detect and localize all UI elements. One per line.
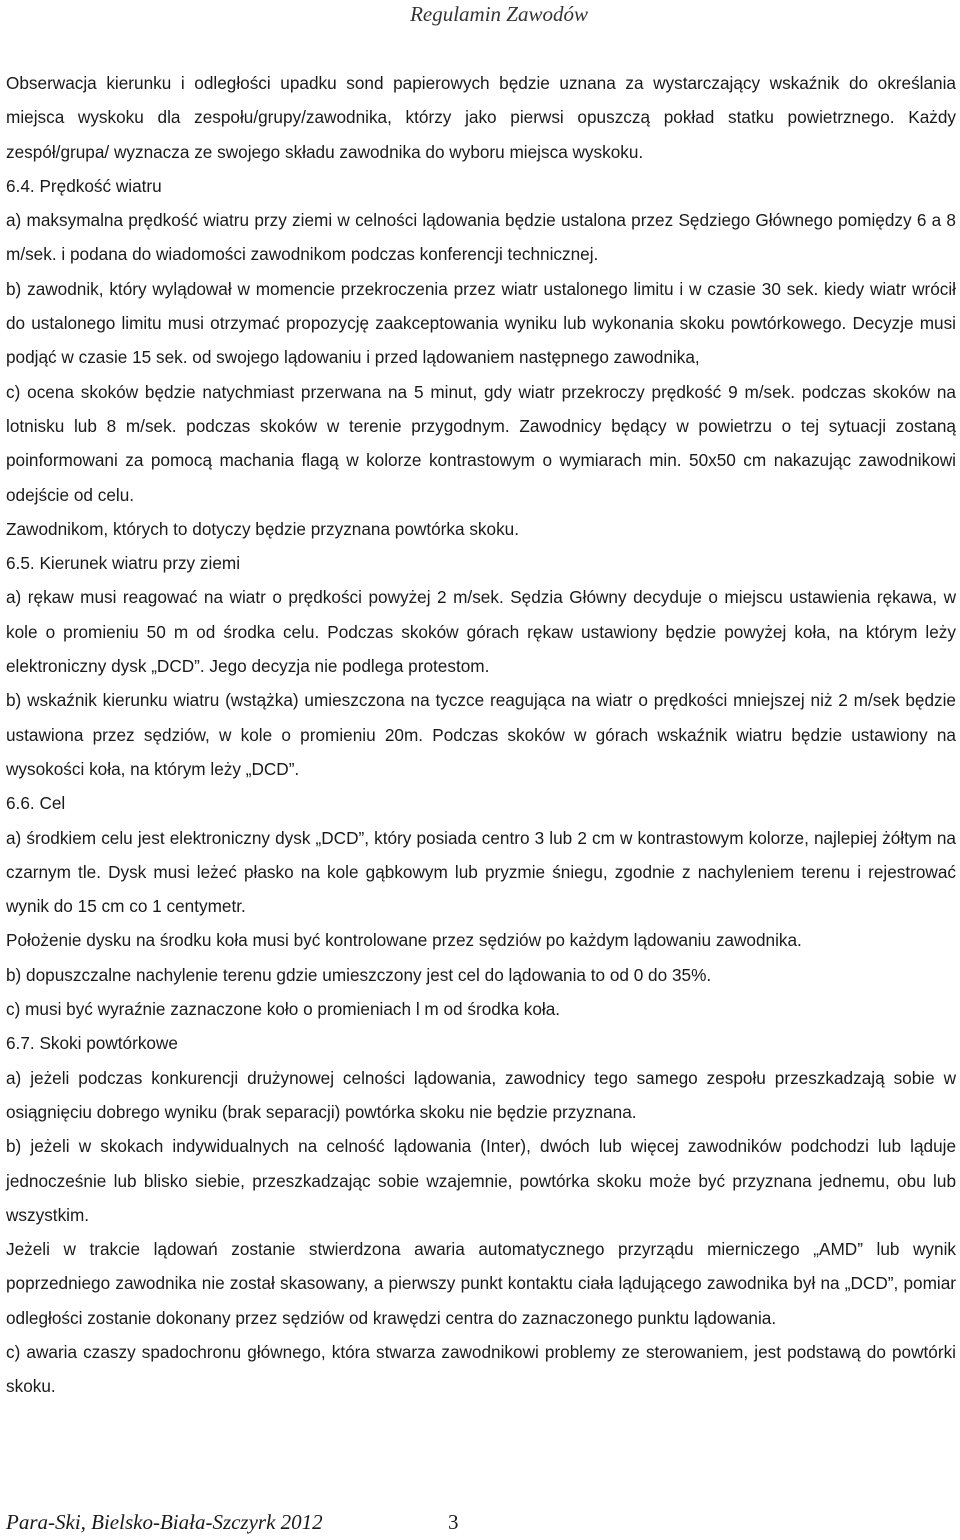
page-header — [0, 0, 960, 30]
section-heading-6-6: 6.6. Cel — [6, 793, 66, 814]
paragraph-6-4-c: c) ocena skoków będzie natychmiast przerwana na 5 minut, gdy wiatr przekroczy prędkość 9 m/sek. podczas skoków na lotnisku lub 8 m/sek. podczas skoków w terenie przygodnym. Zawodnicy będący w powietrzu o tej sytuacji zostaną poinformowani za pomocą machania flagą w kolorze kontrastowym o wymiarach min. 50x50 cm nakazując zawodnikowi odejście od celu. — [6, 381, 956, 505]
paragraph-6-4-b: b) zawodnik, który wylądował w momencie przekroczenia przez wiatr ustalonego limitu i w czasie 30 sek. kiedy wiatr wrócił do ustalonego limitu musi otrzymać propozycję zaakceptowania wyniku lub wykonania skoku powtórkowego. Decyzje musi podjąć w czasie 15 sek. od swojego lądowaniu i przed lądowaniem następnego zawodnika, — [6, 278, 956, 368]
paragraph-6-5-a: a) rękaw musi reagować na wiatr o prędkości powyżej 2 m/sek. Sędzia Główny decyduje o miejscu ustawienia rękawa, w kole o promieniu 50 m od środka celu. Podczas skoków górach rękaw ustawiony będzie powyżej koła, na którym leży elektroniczny dysk „DCD”. Jego decyzja nie podlega protestom. — [6, 587, 956, 677]
footer-event-name: Para-Ski, Bielsko-Biała-Szczyrk 2012 — [6, 1510, 323, 1534]
paragraph-6-7-amd: Jeżeli w trakcie lądowań zostanie stwierdzona awaria automatycznego przyrządu mierniczego „AMD” lub wynik poprzedniego zawodnika nie został skasowany, a pierwszy punkt kontaktu ciała lądującego zawodnika był na „DCD”, pomiar odległości zostanie dokonany przez sędziów od krawędzi centra do zaznaczonego punktu lądowania. — [6, 1239, 956, 1328]
paragraph-6-6-note: Położenie dysku na środku koła musi być kontrolowane przez sędziów po każdym lądowaniu zawodnika. — [6, 930, 802, 951]
paragraph-6-6-c: c) musi być wyraźnie zaznaczone koło o promieniach l m od środka koła. — [6, 999, 561, 1020]
page-number: 3 — [448, 1510, 459, 1534]
paragraph-intro: Obserwacja kierunku i odległości upadku sond papierowych będzie uznana za wystarczający wskaźnik do określania miejsca wyskoku dla zespołu/grupy/zawodnika, którzy jako pierwsi opuszczą pokład statku powietrznego. Każdy zespół/grupa/ wyznacza ze swojego składu zawodnika do wyboru miejsca wyskoku. — [6, 73, 956, 162]
section-heading-6-5: 6.5. Kierunek wiatru przy ziemi — [6, 553, 241, 574]
paragraph-6-7-c: c) awaria czaszy spadochronu głównego, która stwarza zawodnikowi problemy ze sterowaniem, jest podstawą do powtórki skoku. — [6, 1341, 956, 1397]
paragraph-6-5-b: b) wskaźnik kierunku wiatru (wstążka) umieszczona na tyczce reagująca na wiatr o prędkości mniejszej niż 2 m/sek będzie ustawiona przez sędziów, w kole o promieniu 20m. Podczas skoków w górach wskaźnik wiatru będzie ustawiony na wysokości koła, na którym leży „DCD”. — [6, 690, 956, 779]
document-body — [6, 66, 956, 1404]
section-heading-6-4: 6.4. Prędkość wiatru — [6, 175, 162, 196]
paragraph-6-4-note: Zawodnikom, których to dotyczy będzie przyznana powtórka skoku. — [6, 518, 519, 539]
document-title: Regulamin Zawodów — [410, 2, 588, 26]
page-footer — [6, 1510, 459, 1535]
paragraph-6-6-b: b) dopuszczalne nachylenie terenu gdzie umieszczony jest cel do lądowania to od 0 do 35%. — [6, 964, 712, 985]
paragraph-6-7-b: b) jeżeli w skokach indywidualnych na celność lądowania (Inter), dwóch lub więcej zawodników podchodzi lub ląduje jednocześnie lub blisko siebie, przeszkadzając sobie wzajemnie, powtórka skoku może być przyznana jednemu, obu lub wszystkim. — [6, 1136, 956, 1225]
section-heading-6-7: 6.7. Skoki powtórkowe — [6, 1033, 178, 1054]
paragraph-6-6-a: a) środkiem celu jest elektroniczny dysk „DCD”, który posiada centro 3 lub 2 cm w kontrastowym kolorze, najlepiej żółtym na czarnym tle. Dysk musi leżeć płasko na kole gąbkowym lub pryzmie śniegu, zgodnie z nachyleniem terenu i rejestrować wynik do 15 cm co 1 centymetr. — [6, 827, 956, 917]
paragraph-6-4-a: a) maksymalna prędkość wiatru przy ziemi w celności lądowania będzie ustalona przez Sędziego Głównego pomiędzy 6 a 8 m/sek. i podana do wiadomości zawodnikom podczas konferencji technicznej. — [6, 210, 956, 265]
paragraph-6-7-a: a) jeżeli podczas konkurencji drużynowej celności lądowania, zawodnicy tego samego zespołu przeszkadzają sobie w osiągnięciu dobrego wyniku (brak separacji) powtórka skoku nie będzie przyznana. — [6, 1067, 956, 1122]
